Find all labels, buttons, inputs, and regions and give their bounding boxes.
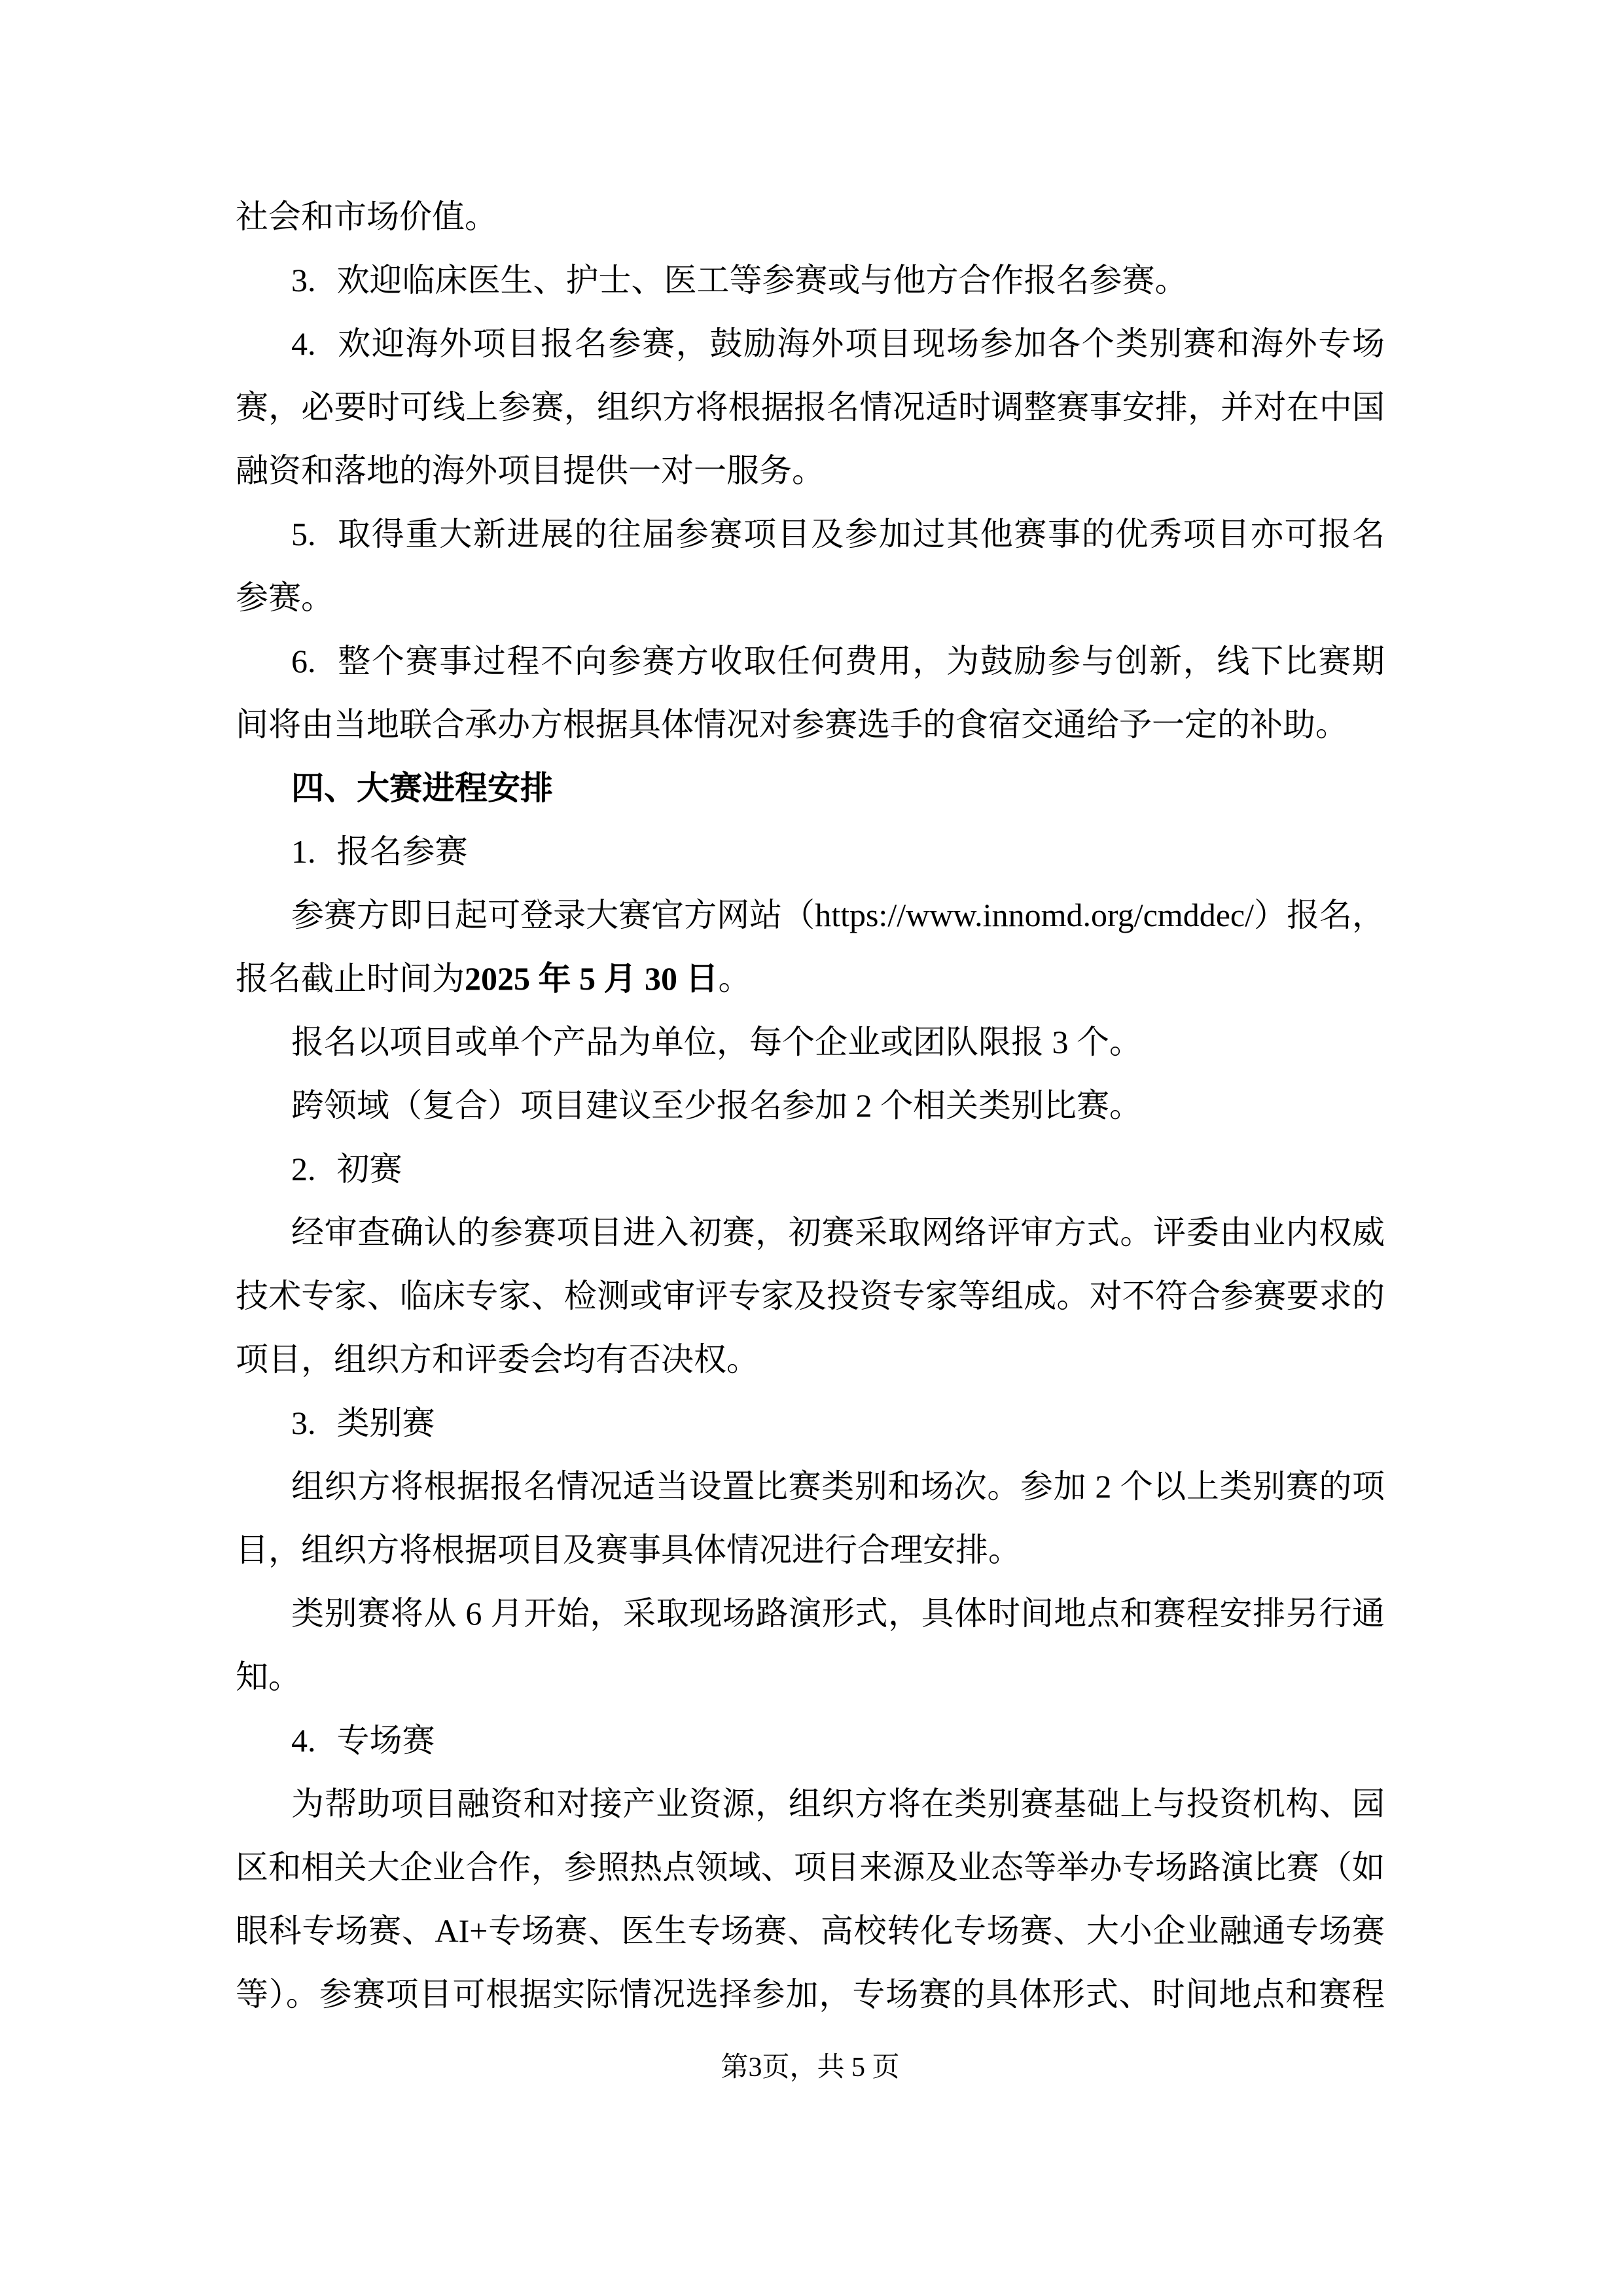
body-line: 为帮助项目融资和对接产业资源，组织方将在类别赛基础上与投资机构、园 — [291, 1785, 1385, 1822]
list-number: 6. — [291, 643, 316, 679]
body-line: 赛，必要时可线上参赛，组织方将根据报名情况适时调整赛事安排，并对在中国 — [236, 389, 1385, 425]
list-number: 3. — [291, 1405, 316, 1441]
body-line: 眼科专场赛、AI+专场赛、医生专场赛、高校转化专场赛、大小企业融通专场赛 — [236, 1912, 1385, 1949]
website-url: https://www.innomd.org/cmddec/ — [815, 897, 1254, 933]
body-text: 。 — [718, 960, 751, 997]
body-line: 项目，组织方和评委会均有否决权。 — [236, 1341, 759, 1378]
body-line: 报名参赛 — [336, 833, 468, 870]
body-line: 专场赛 — [336, 1722, 435, 1759]
body-line: 类别赛将从 6 月开始，采取现场路演形式，具体时间地点和赛程安排另行通 — [291, 1595, 1385, 1632]
list-number: 4. — [291, 325, 316, 362]
list-item-line — [236, 630, 1385, 693]
body-text: 参赛方即日起可登录大赛官方网站（ — [291, 897, 815, 933]
body-line: 整个赛事过程不向参赛方收取任何费用，为鼓励参与创新，线下比赛期 — [336, 643, 1385, 679]
list-item-line — [236, 503, 1385, 566]
body-line: 融资和落地的海外项目提供一对一服务。 — [236, 452, 825, 489]
body-line — [236, 884, 1385, 947]
body-line: 报名以项目或单个产品为单位，每个企业或团队限报 3 个。 — [291, 1024, 1142, 1060]
body-line: 技术专家、临床专家、检测或审评专家及投资专家等组成。对不符合参赛要求的 — [236, 1278, 1385, 1314]
page-footer: 第3页，共 5 页 — [721, 2053, 900, 2083]
list-item-line — [236, 1709, 1385, 1772]
body-line: 等）。参赛项目可根据实际情况选择参加，专场赛的具体形式、时间地点和赛程 — [236, 1976, 1385, 2013]
body-line: 欢迎临床医生、护士、医工等参赛或与他方合作报名参赛。 — [336, 262, 1188, 298]
body-text: 报名截止时间为 — [236, 960, 465, 997]
body-line: 间将由当地联合承办方根据具体情况对参赛选手的食宿交通给予一定的补助。 — [236, 706, 1348, 743]
list-number: 1. — [291, 833, 316, 870]
body-line: 跨领域（复合）项目建议至少报名参加 2 个相关类别比赛。 — [291, 1087, 1142, 1124]
body-line: 目，组织方将根据项目及赛事具体情况进行合理安排。 — [236, 1532, 1021, 1568]
body-line: 知。 — [236, 1659, 301, 1695]
list-number: 2. — [291, 1151, 316, 1187]
list-number: 4. — [291, 1722, 316, 1759]
list-number: 5. — [291, 516, 316, 552]
body-line: 区和相关大企业合作，参照热点领域、项目来源及业态等举办专场路演比赛（如 — [236, 1849, 1385, 1886]
body-text: ）报名， — [1253, 897, 1385, 933]
body-line: 社会和市场价值。 — [236, 198, 497, 235]
body-line: 经审查确认的参赛项目进入初赛，初赛采取网络评审方式。评委由业内权威 — [291, 1214, 1385, 1251]
deadline-date: 2025 年 5 月 30 日 — [465, 960, 719, 997]
list-item-line — [236, 820, 1385, 884]
body-line: 初赛 — [336, 1151, 402, 1187]
body-line — [236, 947, 1385, 1011]
list-number: 3. — [291, 262, 316, 298]
section-heading: 四、大赛进程安排 — [291, 770, 553, 806]
body-line: 类别赛 — [336, 1405, 435, 1441]
body-line: 组织方将根据报名情况适当设置比赛类别和场次。参加 2 个以上类别赛的项 — [291, 1468, 1385, 1505]
page-body — [236, 185, 1385, 2026]
body-line: 参赛。 — [236, 579, 334, 616]
list-item-line — [236, 312, 1385, 376]
list-item-line — [236, 249, 1385, 312]
body-line: 欢迎海外项目报名参赛，鼓励海外项目现场参加各个类别赛和海外专场 — [336, 325, 1385, 362]
list-item-line — [236, 1138, 1385, 1201]
body-line: 取得重大新进展的往届参赛项目及参加过其他赛事的优秀项目亦可报名 — [336, 516, 1385, 552]
list-item-line — [236, 1391, 1385, 1455]
